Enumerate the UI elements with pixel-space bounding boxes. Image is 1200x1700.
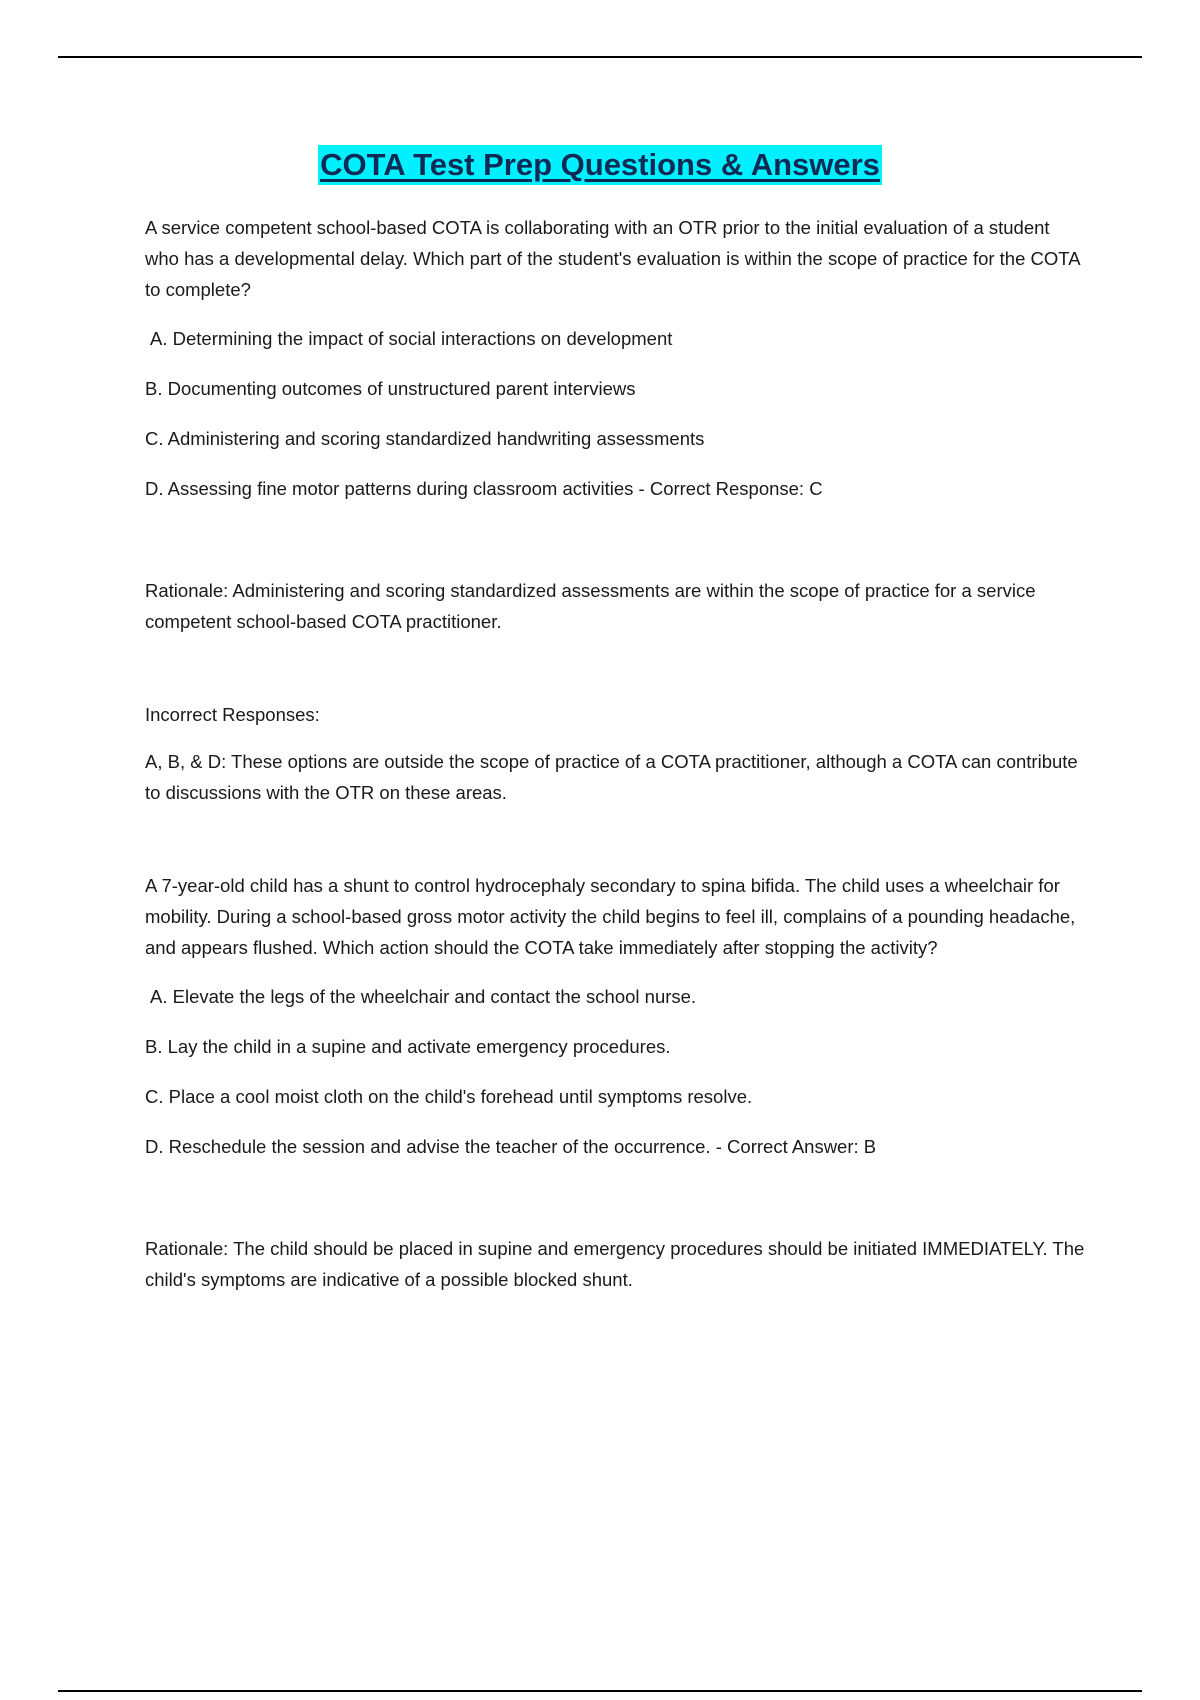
question-2-option-d: D. Reschedule the session and advise the teacher of the occurrence. - Correct Answer: B <box>145 1136 877 1157</box>
spacer <box>145 808 1085 870</box>
question-2-option-b: B. Lay the child in a supine and activate emergency procedures. <box>145 1036 671 1057</box>
spacer <box>145 523 1085 575</box>
question-1-option-a: A. Determining the impact of social interactions on development <box>150 328 673 349</box>
question-1-rationale: Rationale: Administering and scoring standardized assessments are within the scope of practice for a service competent school-based COTA practitioner. <box>145 580 1036 632</box>
title-wrap <box>0 145 1200 185</box>
question-1-incorrect-heading: Incorrect Responses: <box>145 704 320 725</box>
question-1-option-b: B. Documenting outcomes of unstructured parent interviews <box>145 378 636 399</box>
question-1-option-c: C. Administering and scoring standardized handwriting assessments <box>145 428 705 449</box>
question-1-option-d: D. Assessing fine motor patterns during classroom activities - Correct Response: C <box>145 478 823 499</box>
question-1-incorrect-text: A, B, & D: These options are outside the scope of practice of a COTA practitioner, although a COTA can contribute to discussions with the OTR on these areas. <box>145 751 1078 803</box>
question-1-stem: A service competent school-based COTA is collaborating with an OTR prior to the initial evaluation of a student who has a developmental delay. Which part of the student's evaluation is within the scope of practice for the COTA to complete? <box>145 217 1080 300</box>
page-title: COTA Test Prep Questions & Answers <box>318 145 882 185</box>
question-2-option-c: C. Place a cool moist cloth on the child's forehead until symptoms resolve. <box>145 1086 753 1107</box>
question-2-rationale: Rationale: The child should be placed in supine and emergency procedures should be initiated IMMEDIATELY. The child's symptoms are indicative of a possible blocked shunt. <box>145 1238 1085 1290</box>
spacer <box>145 637 1085 699</box>
question-2-stem: A 7-year-old child has a shunt to control hydrocephaly secondary to spina bifida. The child uses a wheelchair for mobility. During a school-based gross motor activity the child begins to feel ill, complains of a pounding headache, and appears flushed. Which action should the COTA take immediately after stopping the activity? <box>145 875 1076 958</box>
spacer <box>145 1181 1085 1233</box>
question-2-option-a: A. Elevate the legs of the wheelchair and contact the school nurse. <box>150 986 697 1007</box>
document-body <box>145 212 1085 1295</box>
top-rule <box>58 56 1142 58</box>
bottom-rule <box>58 1690 1142 1692</box>
